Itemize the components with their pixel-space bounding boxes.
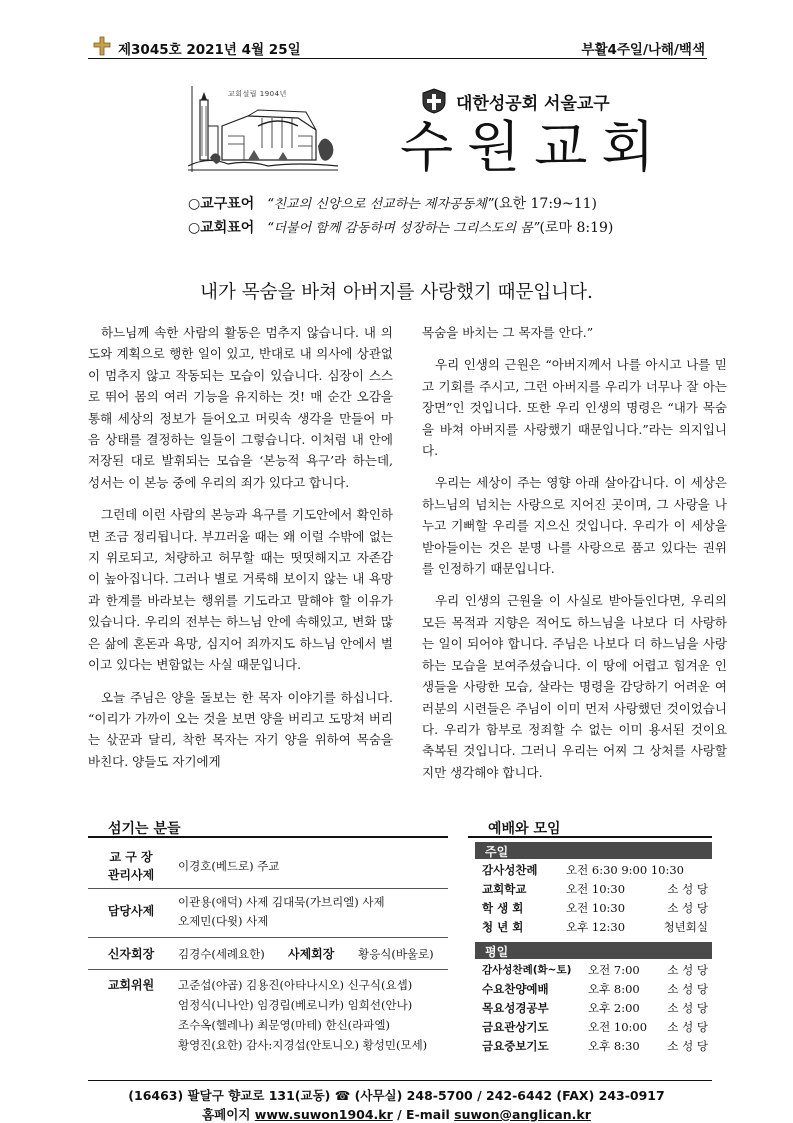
sermon-paragraph: 그런데 이런 사람의 본능과 욕구를 기도안에서 확인하면 조금 정리됩니다. 부끄러울 때는 왜 이럴 수밖에 없는지 위로되고, 처량하고 허무할 때는 떳떳해지고 자존감이 높아집니다. 그러나 별로 거룩해 보이지 않는 내 욕망과 한계를 바라보는 행위를 기도라고 말해야 할 이유가 있습니다. 우리의 전부는 하느님 안에 속해있고, 변화 많은 삶에 혼돈과 욕망, 심지어 죄까지도 하느님 안에서 벌이고 있다는 변함없는 사실 때문입니다. [88, 507, 393, 673]
weekday-band [475, 942, 712, 959]
server-names: 이관용(애덕) 사제 김대묵(가브리엘) 사제 [178, 895, 385, 909]
header-divider [88, 58, 707, 59]
sermon-column-left [88, 322, 393, 783]
server-names: 엄정식(니나안) 임경림(베로니카) 임희선(안나) [178, 998, 413, 1012]
liturgical-season: 부활4주일/나해/백색 [581, 42, 705, 58]
sermon-title: 내가 목숨을 바쳐 아버지를 사랑했기 때문입니다. [200, 282, 593, 303]
address: (16463) 팔달구 향교로 131(교동) [128, 1088, 331, 1103]
row-divider [88, 937, 448, 938]
cross-icon [92, 36, 112, 56]
service-name: 학 생 회 [482, 901, 524, 915]
motto-label: ○교구표어 [188, 196, 255, 212]
worship-row [478, 980, 712, 999]
worship-section-title: 예배와 모임 [488, 821, 561, 837]
sermon-paragraph: 오늘 주님은 양을 돌보는 한 목자 이야기를 하십니다. “이리가 가까이 오는 것을 보면 양을 버리고 도망쳐 버리는 삯꾼과 달리, 착한 목자는 자기 양을 위하여 목숨을 바친다. 양들도 자기에게 [88, 689, 393, 769]
phone-fax: ☎ (사무실) 248-5700 / 242-6442 (FAX) 243-0917 [334, 1088, 665, 1103]
service-time: 오후 8:30 [588, 1039, 640, 1053]
server-role-label: 사제회장 [288, 947, 335, 961]
service-place: 소 성 당 [667, 982, 708, 996]
service-time: 오후 8:00 [588, 982, 640, 996]
worship-row [478, 861, 712, 880]
service-place: 소 성 당 [667, 963, 708, 977]
weekday-label: 평일 [485, 945, 509, 959]
diocese-motto [188, 193, 597, 213]
worship-row [478, 1037, 712, 1056]
motto-text: “친교의 신앙으로 선교하는 제자공동체” [266, 197, 494, 212]
row-divider [88, 969, 448, 970]
service-place: 소 성 당 [667, 882, 708, 896]
service-time: 오전 10:30 [566, 901, 626, 915]
server-row-priests [88, 893, 448, 933]
worship-row [478, 880, 712, 899]
server-row-committee [88, 976, 448, 1056]
worship-row [478, 1018, 712, 1037]
service-time: 오전 10:00 [588, 1020, 648, 1034]
server-names: 조수옥(헬레나) 최문영(마테) 한신(라파엘) [178, 1018, 390, 1032]
email-label: / E-mail [397, 1107, 450, 1122]
web-line [0, 1105, 793, 1123]
server-names: 고준섭(야곱) 김용진(아타나시오) 신구식(요셉) [178, 978, 413, 992]
sunday-band [475, 842, 712, 859]
diocese-seal-icon [421, 88, 447, 114]
server-role-label: 신자회장 [107, 947, 155, 961]
service-time: 오전 7:00 [588, 963, 640, 977]
sermon-paragraph: 하느님께 속한 사람의 활동은 멈추지 않습니다. 내 의도와 계획으로 행한 일이 있고, 반대로 내 의사에 상관없이 멈추지 않고 작동되는 모습이 있습니다. 심장이 스스로 뛰어 몸의 여러 기능을 유지하는 것! 매 순간 오감을 통해 세상의 정보가 들어오고 머릿속 생각을 만들어 마음 상태를 결정하는 일들이 그렇습니다. 이처럼 내 안에 저장된 대로 발휘되는 모습을 ‘본능적 욕구’라 하는데, 성서는 이 본능 중에 우리의 죄가 있다고 합니다. [88, 325, 393, 490]
contact-line [0, 1086, 793, 1104]
worship-row [478, 899, 712, 918]
server-row-bishop [88, 848, 448, 886]
sermon-paragraph: 우리는 세상이 주는 영향 아래 살아갑니다. 이 세상은 하느님의 넘치는 사랑으로 지어진 곳이며, 그 사랑을 나누고 기뻐할 우리를 지으신 것입니다. 우리가 이 세상을 받아들이는 것은 분명 나를 사랑으로 품고 있다는 권위를 인정하기 때문입니다. [422, 475, 727, 577]
service-place: 소 성 당 [667, 1001, 708, 1015]
service-place: 소 성 당 [667, 901, 708, 915]
row-divider [88, 888, 448, 889]
motto-text: “더불어 함께 감동하며 성장하는 그리스도의 몸” [266, 221, 540, 236]
homepage-link[interactable]: www.suwon1904.kr [254, 1107, 393, 1122]
servers-divider [88, 836, 448, 838]
email-link[interactable]: suwon@anglican.kr [454, 1107, 591, 1122]
sermon-column-right [422, 322, 727, 794]
service-name: 금요중보기도 [482, 1039, 549, 1053]
motto-reference: (로마 8:19) [539, 220, 614, 236]
service-time: 오후 12:30 [566, 920, 626, 934]
service-name: 교회학교 [482, 882, 527, 896]
footer-divider [88, 1080, 712, 1081]
sermon-paragraph-continued: 목숨을 바치는 그 목자를 안다.” [422, 325, 594, 340]
server-row-council-heads [88, 945, 448, 965]
service-place: 청년회실 [663, 920, 708, 934]
worship-row [478, 999, 712, 1018]
service-time: 오전 10:30 [566, 882, 626, 896]
server-names: 김경수(세례요한) [178, 947, 265, 961]
server-role-label: 교회위원 [107, 978, 155, 992]
church-name-title: 수원교회 [400, 115, 669, 179]
service-name: 목요성경공부 [482, 1001, 549, 1015]
service-name: 금요관상기도 [482, 1020, 549, 1034]
sunday-label: 주일 [485, 845, 509, 859]
server-role-label: 담당사제 [107, 904, 155, 918]
server-names: 황영진(요한) 감사:지경섭(안토니오) 황성민(모세) [178, 1038, 428, 1052]
server-names: 황응식(바울로) [358, 947, 434, 961]
sermon-paragraph: 우리 인생의 근원을 이 사실로 받아들인다면, 우리의 모든 목적과 지향은 적어도 하느님을 나보다 더 사랑하는 일이 되어야 합니다. 주님은 나보다 더 하느님을 사랑하는 모습을 보여주셨습니다. 이 땅에 어렵고 힘겨운 인생들을 사랑한 모습, 살라는 명령을 감당하기 어려운 여러분의 시련들은 주님이 이미 먼저 사랑했던 것이었습니다. 우리가 함부로 정죄할 수 없는 이미 용서된 것이요 축복된 것입니다. 그러니 우리는 어찌 그 상처를 사랑할지만 생각해야 합니다. [422, 593, 727, 780]
service-time: 오전 6:30 9:00 10:30 [566, 863, 684, 877]
service-place: 소 성 당 [667, 1020, 708, 1034]
issue-date: 제3045호 2021년 4월 25일 [118, 42, 301, 58]
service-name: 감사성찬례 [482, 863, 538, 877]
homepage-label: 홈페이지 [202, 1107, 251, 1122]
server-names: 이경호(베드로) 주교 [178, 859, 280, 873]
server-role-label: 교 구 장 관리사제 [107, 850, 155, 882]
service-name: 청 년 회 [482, 920, 524, 934]
server-names: 오제민(다윗) 사제 [178, 914, 269, 928]
motto-label: ○교회표어 [188, 220, 255, 236]
service-name: 감사성찬례(화~토) [482, 964, 572, 976]
church-motto [188, 217, 613, 237]
founding-caption: 교회설립 1904년 [228, 90, 287, 98]
motto-reference: (요한 17:9~11) [493, 196, 597, 212]
diocese-name: 대한성공회 서울교구 [456, 94, 610, 114]
service-time: 오후 2:00 [588, 1001, 640, 1015]
service-place: 소 성 당 [667, 1039, 708, 1053]
worship-row [478, 961, 712, 980]
worship-divider [468, 836, 712, 838]
worship-row [478, 918, 712, 937]
sermon-paragraph: 우리 인생의 근원은 “아버지께서 나를 아시고 나를 믿고 기회를 주시고, 그런 아버지를 우리가 너무나 잘 아는 장면”인 것입니다. 또한 우리 인생의 명령은 “내가 목숨을 바쳐 아버지를 사랑했기 때문입니다.”라는 의지입니다. [422, 357, 727, 459]
service-name: 수요찬양예배 [482, 982, 549, 996]
servers-section-title: 섬기는 분들 [108, 821, 181, 837]
